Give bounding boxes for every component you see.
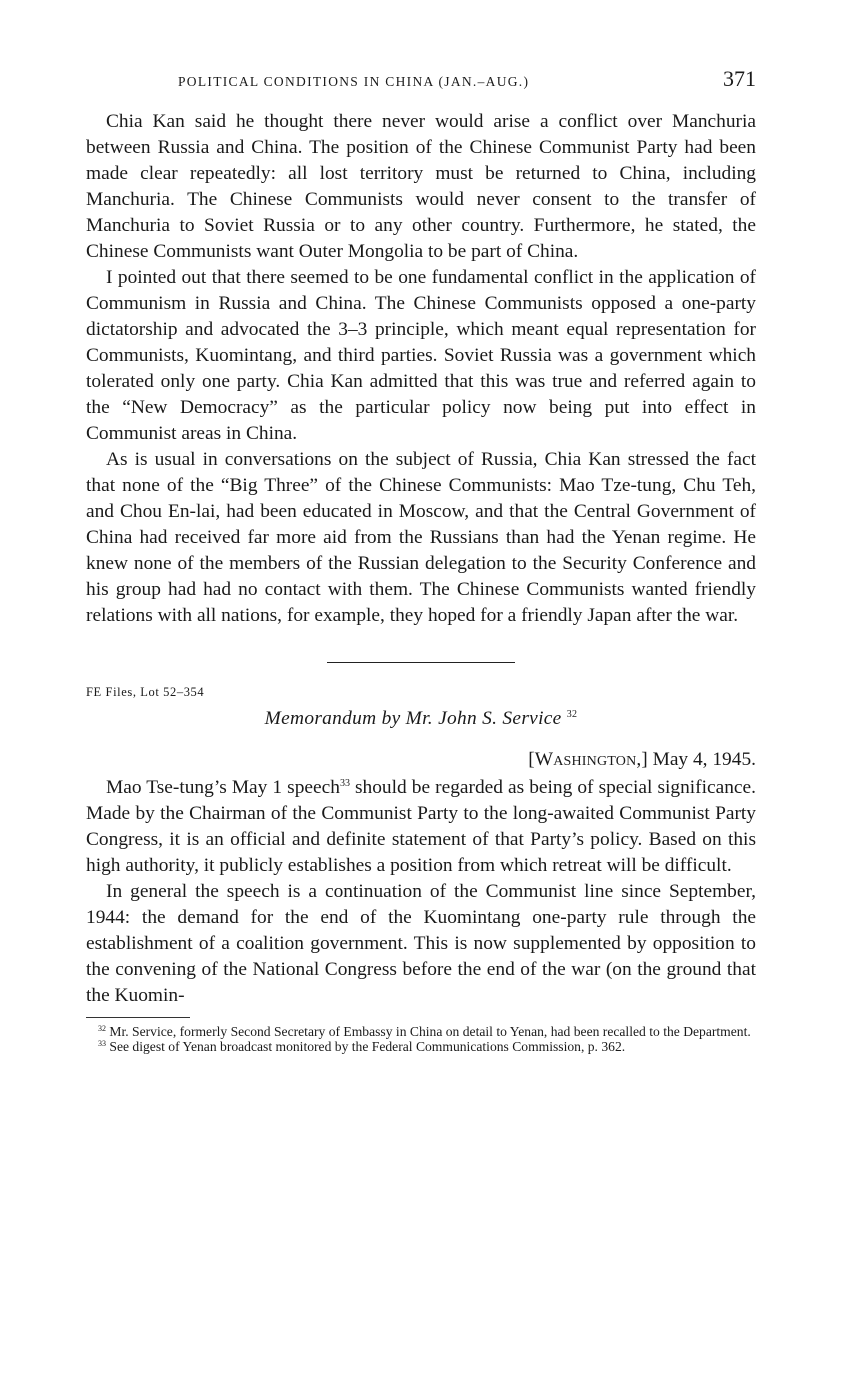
paragraph-manchuria: Chia Kan said he thought there never would arise a conflict over Manchuria between Russia and China. The position of the Chinese Communist Party had been made clear repeatedly: all lost territory must be returned to China, including Manchuria. The Chinese Communists would never consent to the transfer of Manchuria to Soviet Russia or to any other country. Furthermore, he stated, the Chinese Communists want Outer Mongolia to be part of China.: [86, 111, 756, 262]
running-title: POLITICAL CONDITIONS IN CHINA (JAN.–AUG.): [178, 74, 530, 89]
dateline-date: May 4, 1945.: [647, 749, 756, 770]
memo-title: [86, 708, 756, 730]
footnote-32: [86, 1024, 756, 1039]
footnote-number: 32: [98, 1024, 106, 1033]
paragraph-may-speech-lead: Mao Tse-tung’s May 1 speech: [106, 777, 340, 798]
paragraph-may-speech-rest: should be regarded as being of special significance. Made by the Chairman of the Communist Party to the long-awaited Communist Party Congress, it is an official and definite statement of that Party’s policy. Based on this high authority, it publicly establishes a position from which retreat will be difficult.: [86, 777, 756, 876]
dateline-bracket-open: [: [528, 749, 535, 770]
footnote-text: Mr. Service, formerly Second Secretary of Embassy in China on detail to Yenan, had been recalled to the Department.: [106, 1024, 751, 1039]
footnote-text: See digest of Yenan broadcast monitored by the Federal Communications Commission, p. 362.: [106, 1039, 626, 1054]
footnote-33: [86, 1039, 756, 1054]
running-head: [86, 66, 756, 100]
paragraph-big-three: As is usual in conversations on the subject of Russia, Chia Kan stressed the fact that none of the “Big Three” of the Chinese Communists: Mao Tze-tung, Chu Teh, and Chou En-lai, had been educated in Moscow, and that the Central Government of China had received far more aid from the Russians than had the Yenan regime. He knew none of the members of the Russian delegation to the Security Conference and his group had had no contact with them. The Chinese Communists wanted friendly relations with all nations, for example, they hoped for a friendly Japan after the war.: [86, 449, 756, 626]
footnotes: [86, 1024, 756, 1054]
dateline-bracket-close: ,]: [636, 749, 648, 770]
file-reference: FE Files, Lot 52–354: [86, 685, 205, 699]
paragraph-continuation: In general the speech is a continuation of the Communist line since September, 1944: the demand for the end of the Kuomintang one-party rule through the establishment of a coalition government. This is now supplemented by opposition to the convening of the National Congress before the end of the war (on the ground that the Kuomin-: [86, 881, 756, 1006]
document-page: [86, 66, 756, 1054]
page-number: 371: [723, 66, 756, 91]
footnote-rule: [86, 1017, 190, 1018]
footnote-number: 33: [98, 1039, 106, 1048]
memo-title-text: Memorandum by Mr. John S. Service: [264, 708, 562, 729]
footnote-ref-32: 32: [566, 709, 578, 720]
paragraph-may-speech: [86, 775, 756, 879]
section-divider: [327, 662, 515, 663]
footnote-ref-33: 33: [339, 778, 350, 789]
dateline: [86, 747, 756, 773]
dateline-place: Washington: [534, 749, 637, 770]
paragraph-one-party-conflict: I pointed out that there seemed to be one fundamental conflict in the application of Communism in Russia and China. The Chinese Communists opposed a one-party dictatorship and advocated the 3–3 principle, which meant equal representation for Communists, Kuomintang, and third parties. Soviet Russia was a government which tolerated only one party. Chia Kan admitted that this was true and referred again to the “New Democracy” as the particular policy now being put into effect in Communist areas in China.: [86, 267, 756, 444]
